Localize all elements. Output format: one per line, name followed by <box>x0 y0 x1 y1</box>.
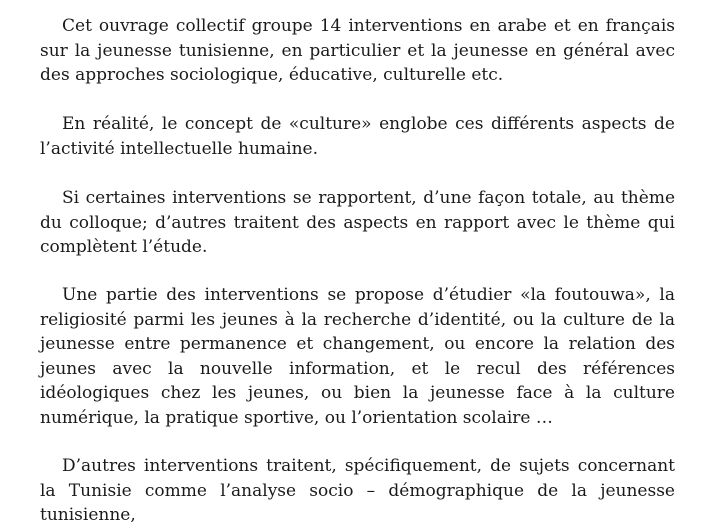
paragraph-tunisia-specific: D’autres interventions traitent, spécifiquement, de sujets concernant la Tunisie comme l’analyse socio – démographique de la jeunesse tunisienne, <box>40 456 675 525</box>
paragraph-interventions-theme: Si certaines interventions se rapportent, d’une façon totale, au thème du colloque; d’autres traitent des aspects en rapport avec le thème qui complètent l’étude. <box>40 188 675 257</box>
paragraph-intro: Cet ouvrage collectif groupe 14 interventions en arabe et en français sur la jeunesse tunisienne, en particulier et la jeunesse en général avec des approches sociologique, éducative, culturelle etc. <box>40 16 675 85</box>
paragraph-interventions-topics: Une partie des interventions se propose d’étudier «la foutouwa», la religiosité parmi les jeunes à la recherche d’identité, ou la culture de la jeunesse entre permanence et changement, ou encore la relation des jeunes avec la nouvelle information, et le recul des références idéologiques chez les jeunes, ou bien la jeunesse face à la culture numérique, la pratique sportive, ou l’orientation scolaire … <box>40 285 675 428</box>
paragraph-culture-concept: En réalité, le concept de «culture» englobe ces différents aspects de l’activité intellectuelle humaine. <box>40 114 675 159</box>
